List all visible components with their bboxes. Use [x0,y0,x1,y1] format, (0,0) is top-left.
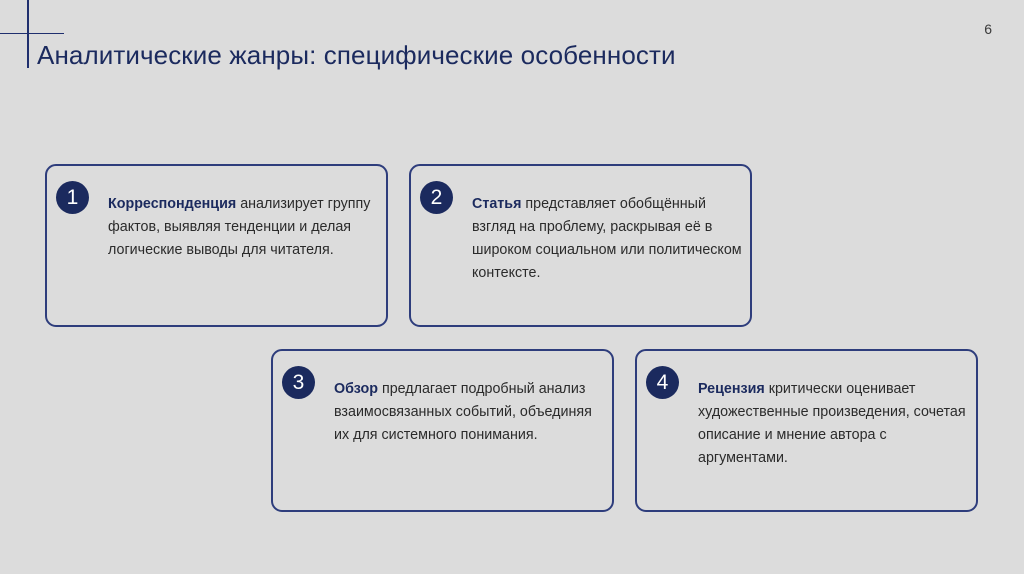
genre-card-article [409,164,752,327]
card-description: представляет обобщённый взгляд на проблему, раскрывая её в широком социальном или политическом контексте. [472,196,742,281]
page-title: Аналитические жанры: специфические особенности [37,40,676,70]
number-badge: 3 [282,366,315,399]
page-number: 6 [984,21,992,37]
card-text [334,378,604,447]
card-text [108,193,378,262]
decorative-horizontal-line [0,33,64,34]
card-description: предлагает подробный анализ взаимосвязанных событий, объединяя их для системного понимания. [334,381,592,443]
genre-card-review-overview [271,349,614,512]
card-description: анализирует группу фактов, выявляя тенденции и делая логические выводы для читателя. [108,196,371,258]
card-term: Корреспонденция [108,196,237,212]
card-term: Статья [472,196,522,212]
number-badge: 1 [56,181,89,214]
number-badge: 4 [646,366,679,399]
genre-card-critique [635,349,978,512]
genre-card-correspondence [45,164,388,327]
card-text [472,193,742,285]
card-description: критически оценивает художественные произведения, сочетая описание и мнение автора с аргументами. [698,381,966,466]
decorative-vertical-line [27,0,29,68]
card-term: Обзор [334,381,378,397]
number-badge: 2 [420,181,453,214]
card-term: Рецензия [698,381,765,397]
card-text [698,378,968,470]
